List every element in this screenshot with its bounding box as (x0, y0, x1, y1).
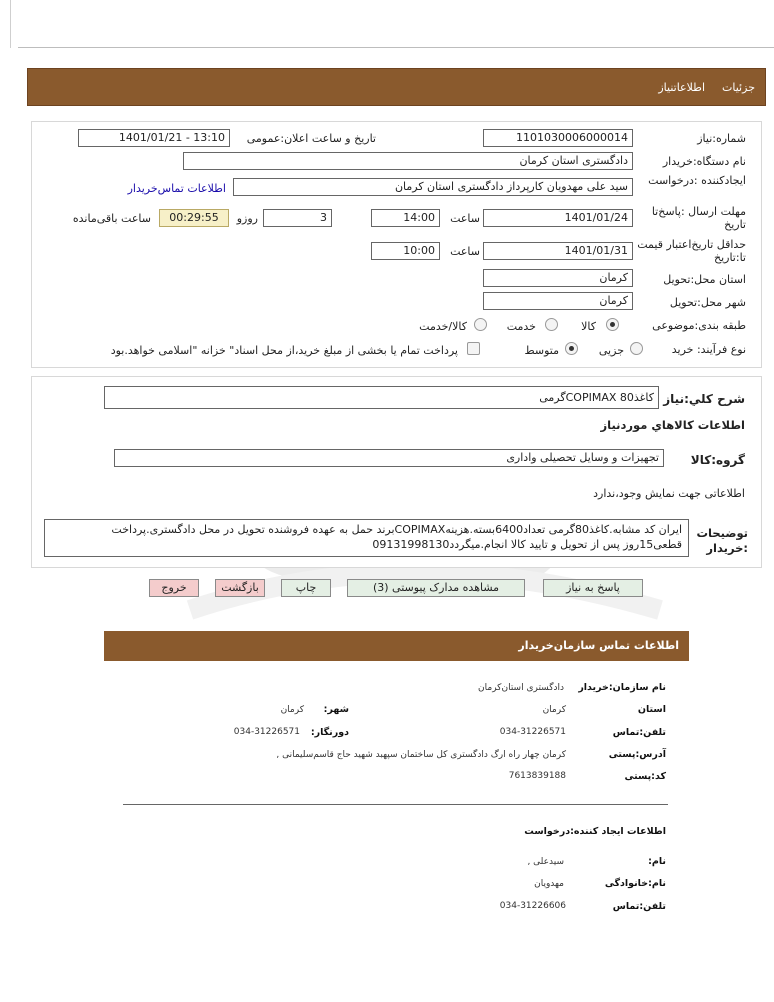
goods-heading: اطلاعات کالاهاي موردنیاز (600, 418, 745, 432)
contact-city-label: شهر: (323, 704, 349, 715)
city-label: شهر محل:تحویل (669, 296, 746, 309)
category-label: طبقه بندی:موضوعی (652, 319, 746, 332)
contact-address-value: کرمان چهار راه ارگ دادگستری کل ساختمان سپهبد شهید حاج قاسم‌سلیمانی , (276, 750, 566, 760)
back-button[interactable]: بازگشت (215, 579, 265, 597)
contact-province-value: کرمان (542, 705, 566, 715)
province-field: کرمان (483, 269, 633, 287)
tab-bar (27, 68, 766, 106)
deadline-label: مهلت ارسال :پاسخ‌تا تاریخ (651, 205, 746, 231)
creator-name-label: نام: (648, 856, 666, 867)
description-field: کاغذCOPIMAX 80گرمی (104, 386, 659, 409)
days-field: 3 (263, 209, 332, 227)
creator-field: سید علی مهدویان کارپرداز دادگستری استان کرمان (233, 178, 633, 196)
goods-group-label: گروه:کالا (690, 453, 745, 467)
creator-phone-value: 034-31226606 (499, 901, 566, 911)
process-label: نوع فرآیند: خرید (671, 343, 746, 356)
min-price-time-field: 10:00 (371, 242, 440, 260)
process-medium-radio[interactable] (565, 342, 578, 355)
category-goods-label: کالا (581, 320, 596, 333)
deadline-time-label: ساعت (450, 212, 480, 225)
min-price-time-label: ساعت (450, 245, 480, 258)
process-medium-label: متوسط (524, 344, 559, 357)
contact-postal-label: کد:پستی (624, 771, 666, 782)
category-goods-radio[interactable] (606, 318, 619, 331)
process-minor-radio[interactable] (630, 342, 643, 355)
category-both-label: کالا/خدمت (419, 320, 467, 333)
top-divider (18, 47, 774, 48)
creator-heading: اطلاعات ایجاد کننده:درخواست (524, 826, 666, 837)
buyer-contact-title: اطلاعات تماس سازمان‌خریدار (518, 639, 679, 652)
buyer-label: نام دستگاه:خریدار (662, 155, 746, 168)
contact-city-value: کرمان (280, 705, 304, 715)
announce-label: تاریخ و ساعت اعلان:عمومی (246, 132, 376, 145)
remaining-label: ساعت باقی‌مانده (72, 212, 151, 225)
contact-phone-label: تلفن:تماس (612, 727, 666, 738)
buyer-contact-link[interactable]: اطلاعات تماس‌خریدار (127, 182, 226, 195)
buyer-notes-field: ایران کد مشابه.کاغذ80گرمی تعداد6400بسته.هزینهCOPIMAXبرند حمل به عهده فروشنده تحویل در محل دادگستری.پرداخت قطعی15روز پس از تحویل و تایید کالا انجام.میگردد09131998130 (44, 519, 689, 557)
process-minor-label: جزیی (598, 344, 624, 357)
category-both-radio[interactable] (474, 318, 487, 331)
min-price-label: حداقل تاریخ‌اعتبار قیمت تا:تاریخ (637, 238, 746, 264)
creator-phone-label: تلفن:تماس (612, 901, 666, 912)
left-border-line (10, 0, 11, 48)
contact-fax-label: دورنگار: (310, 727, 349, 738)
creator-name-value: سیدعلی , (527, 857, 564, 867)
min-price-date-field: 1401/01/31 (483, 242, 633, 260)
creator-family-value: مهدویان (534, 879, 564, 889)
deadline-time-field: 14:00 (371, 209, 440, 227)
contact-postal-value: 7613839188 (508, 771, 566, 781)
contact-fax-value: 034-31226571 (233, 727, 300, 737)
need-number-field: 1101030006000014 (483, 129, 633, 147)
contact-address-label: آدرس:پستی (608, 749, 666, 760)
buyer-field: دادگستری استان کرمان (183, 152, 633, 170)
days-label: روزو (236, 212, 258, 225)
reply-button[interactable]: پاسخ به نیاز (543, 579, 643, 597)
province-label: استان محل:تحویل (663, 273, 746, 286)
deadline-date-field: 1401/01/24 (483, 209, 633, 227)
category-service-radio[interactable] (545, 318, 558, 331)
treasury-payment-checkbox[interactable] (467, 342, 480, 355)
announce-field: 1401/01/21 - 13:10 (78, 129, 230, 147)
org-value: دادگستری استان‌کرمان (478, 683, 564, 693)
no-info-text: اطلاعاتی جهت نمایش وجود،ندارد (593, 487, 745, 500)
attachments-button[interactable]: مشاهده مدارک پیوستی (3) (347, 579, 525, 597)
exit-button[interactable]: خروج (149, 579, 199, 597)
description-label: شرح کلي:نیاز (663, 392, 745, 406)
buyer-contact-header (104, 631, 689, 661)
creator-label: ایجادکننده :درخواست (648, 174, 746, 187)
buyer-notes-label: توضیحات :خریدار (696, 526, 748, 555)
category-service-label: خدمت (506, 320, 536, 333)
contact-phone-value: 034-31226571 (499, 727, 566, 737)
tab-need-info[interactable]: اطلاعاتنیاز (658, 81, 705, 94)
contact-province-label: استان (637, 704, 666, 715)
print-button[interactable]: چاپ (281, 579, 331, 597)
treasury-payment-note: پرداخت تمام یا بخشی از مبلغ خرید،از محل اسناد" خزانه "اسلامی خواهد.بود (110, 344, 458, 357)
tab-details[interactable]: جزئیات (722, 81, 755, 94)
remaining-time-badge: 00:29:55 (159, 209, 229, 227)
creator-family-label: نام:خانوادگی (604, 878, 666, 889)
contact-divider (123, 804, 668, 805)
org-label: نام سازمان:خریدار (578, 682, 666, 693)
need-number-label: شماره:نیاز (697, 132, 746, 145)
city-field: کرمان (483, 292, 633, 310)
goods-group-field: تجهیزات و وسایل تحصیلی واداری (114, 449, 664, 467)
